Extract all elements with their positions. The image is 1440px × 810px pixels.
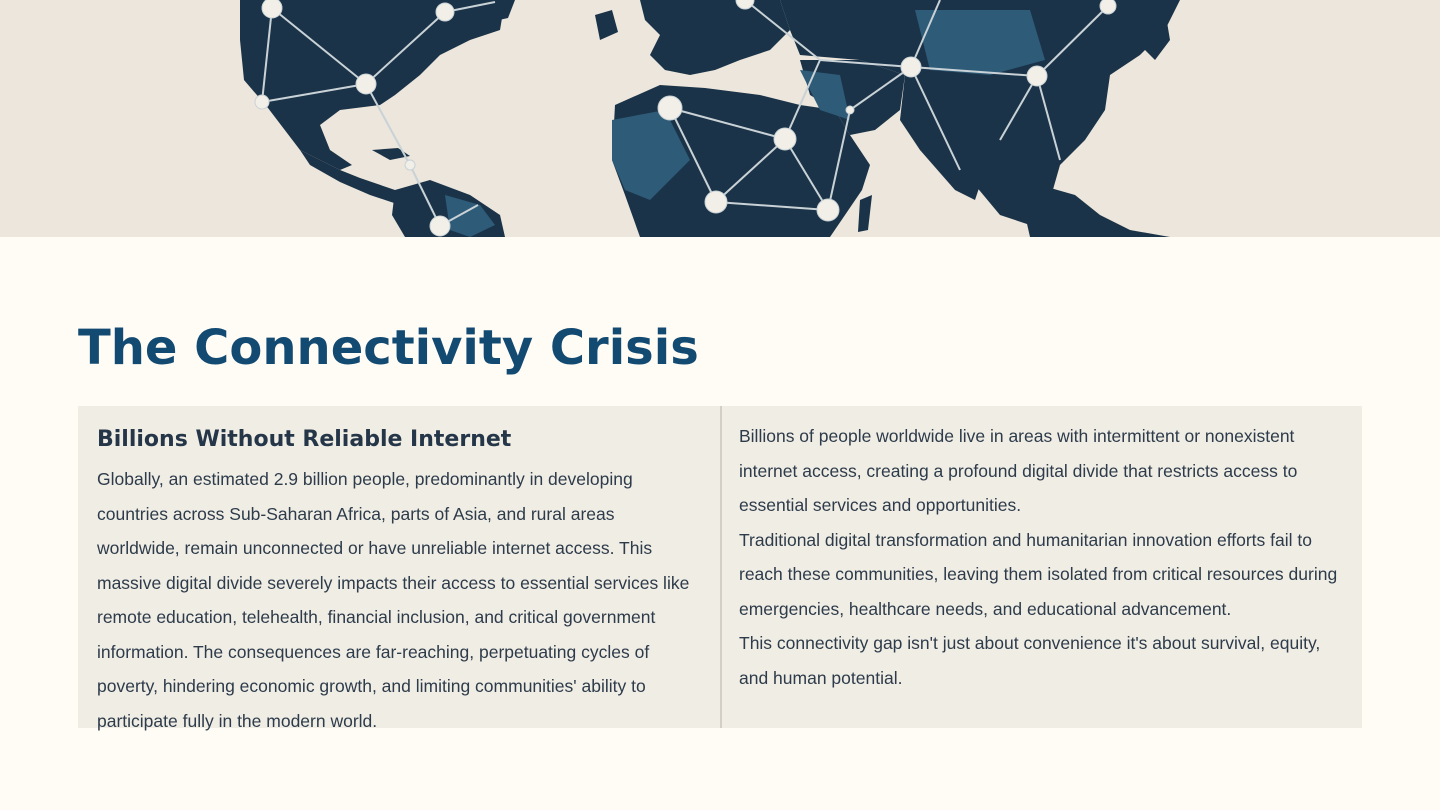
right-card-paragraph: Traditional digital transformation and humanitarian innovation efforts fail to reach these communities, leaving them isolated from critical resources during emergencies, healthcare needs, and educational advancement. [739,529,1338,619]
left-card-body: Globally, an estimated 2.9 billion people, predominantly in developing countries across Sub-Saharan Africa, parts of Asia, and rural areas worldwide, remain unconnected or have unreliable internet access. This massive digital divide severely impacts their access to essential services like remote education, telehealth, financial inclusion, and critical government information. The consequences are far-reaching, perpetuating cycles of poverty, hindering economic growth, and limiting communities' ability to participate fully in the modern world. [97,469,690,731]
left-card [78,406,720,731]
world-network-map-icon [0,0,1440,237]
left-card-heading: Billions Without Reliable Internet [97,427,512,452]
right-card-paragraph: Billions of people worldwide live in areas with intermittent or nonexistent internet access, creating a profound digital divide that restricts access to essential services and opportunities. [739,426,1298,515]
right-card-paragraph: This connectivity gap isn't just about convenience it's about survival, equity, and human potential. [739,633,1321,688]
slide-title: The Connectivity Crisis [78,320,699,376]
right-card [722,406,1362,728]
world-network-map-banner [0,0,1440,237]
